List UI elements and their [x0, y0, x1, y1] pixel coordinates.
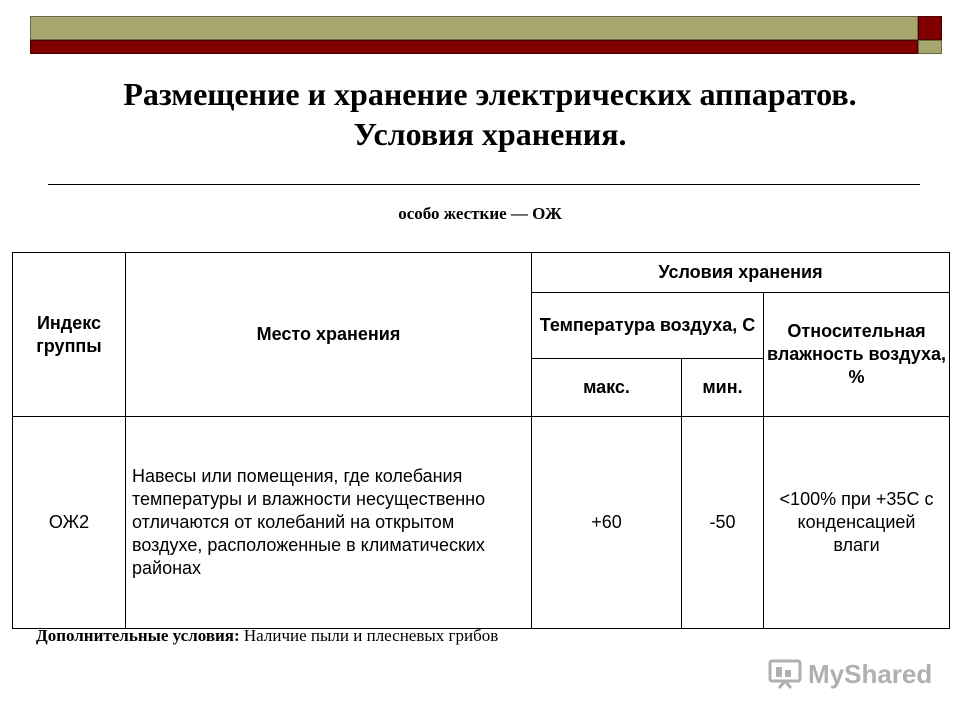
- header-temp-min: мин.: [682, 359, 764, 417]
- header-air-temperature: Температура воздуха, С: [532, 293, 764, 359]
- cell-group: ОЖ2: [13, 417, 126, 629]
- footer-text: Наличие пыли и плесневых грибов: [239, 626, 499, 645]
- header-storage-place: Место хранения: [126, 253, 532, 417]
- corner-decor-maroon: [918, 16, 942, 40]
- slide-subtitle: особо жесткие — ОЖ: [398, 204, 562, 223]
- cell-temp-max: +60: [532, 417, 682, 629]
- header-relative-humidity: Относительная влажность воздуха, %: [764, 293, 950, 417]
- footer-label: Дополнительные условия:: [36, 626, 240, 645]
- header-storage-conditions: Условия хранения: [532, 253, 950, 293]
- header-group-index: Индекс группы: [13, 253, 126, 417]
- slide-title: [30, 74, 950, 154]
- cell-humidity: <100% при +35С с конденсацией влаги: [764, 417, 950, 629]
- footer-note: [36, 626, 498, 646]
- cell-temp-min: -50: [682, 417, 764, 629]
- watermark: [768, 656, 932, 692]
- top-decor-bar-maroon: [30, 40, 918, 54]
- table-row: [13, 417, 950, 629]
- presentation-icon: [768, 659, 802, 689]
- slide-title-line1: Размещение и хранение электрических аппаратов.: [123, 76, 857, 112]
- cell-place: Навесы или помещения, где колебания температуры и влажности несущественно отличаются от колебаний на открытом воздухе, расположенные в климатических районах: [126, 417, 532, 629]
- header-temp-max: макс.: [532, 359, 682, 417]
- top-decor-bar-olive: [30, 16, 918, 40]
- storage-conditions-table: [12, 252, 950, 629]
- title-divider: [48, 184, 920, 185]
- slide-title-line2: Условия хранения.: [353, 116, 627, 152]
- corner-decor-olive: [918, 40, 942, 54]
- watermark-text: MyShared: [808, 658, 933, 689]
